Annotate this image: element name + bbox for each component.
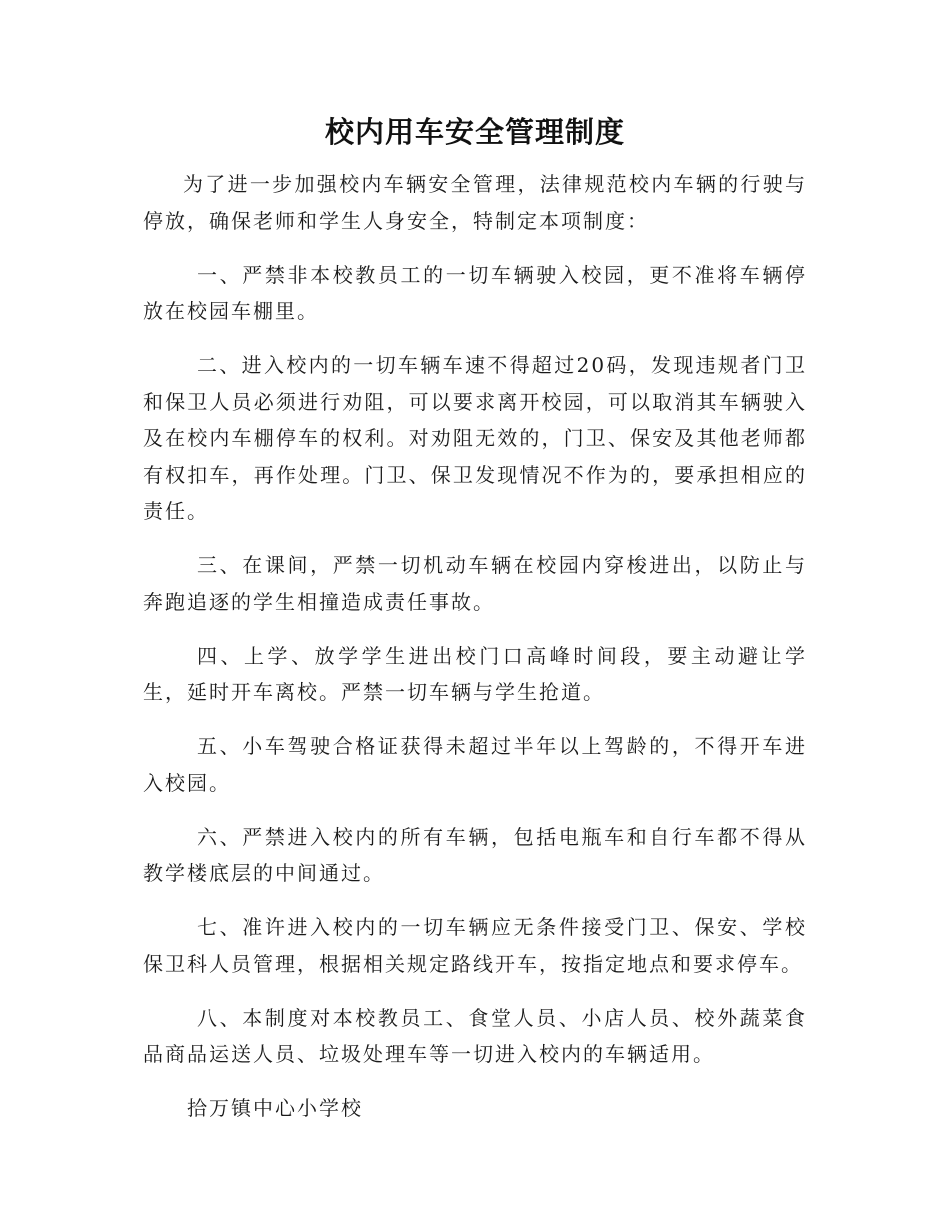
- document-body: [143, 166, 807, 1147]
- clause-3: 三、在课间，严禁一切机动车辆在校园内穿梭进出，以防止与奔跑追逐的学生相撞造成责任事故。: [143, 553, 807, 614]
- signature: 拾万镇中心小学校: [187, 1096, 363, 1120]
- clause-4: 四、上学、放学学生进出校门口高峰时间段，要主动避让学生，延时开车离校。严禁一切车辆与学生抢道。: [143, 643, 807, 704]
- clause-5: 五、小车驾驶合格证获得未超过半年以上驾龄的，不得开车进入校园。: [143, 734, 807, 795]
- clause-8: 八、本制度对本校教员工、食堂人员、小店人员、校外蔬菜食品商品运送人员、垃圾处理车等一切进入校内的车辆适用。: [143, 1005, 807, 1066]
- clause-6: 六、严禁进入校内的所有车辆，包括电瓶车和自行车都不得从教学楼底层的中间通过。: [143, 824, 807, 885]
- intro-paragraph: 为了进一步加强校内车辆安全管理，法律规范校内车辆的行驶与停放，确保老师和学生人身安全，特制定本项制度：: [143, 172, 807, 233]
- clause-1: 一、严禁非本校教员工的一切车辆驶入校园，更不准将车辆停放在校园车棚里。: [143, 262, 807, 323]
- clause-7: 七、准许进入校内的一切车辆应无条件接受门卫、保安、学校保卫科人员管理，根据相关规定路线开车，按指定地点和要求停车。: [143, 915, 807, 976]
- document-title: 校内用车安全管理制度: [324, 115, 625, 149]
- clause-2: 二、进入校内的一切车辆车速不得超过20码，发现违规者门卫和保卫人员必须进行劝阻，可以要求离开校园，可以取消其车辆驶入及在校内车棚停车的权利。对劝阻无效的，门卫、保安及其他老师都有权扣车，再作处理。门卫、保卫发现情况不作为的，要承担相应的责任。: [143, 353, 807, 523]
